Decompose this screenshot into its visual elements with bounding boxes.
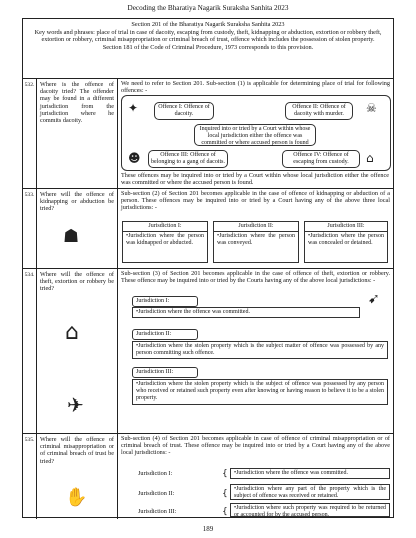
answer-cell: [118, 189, 393, 268]
question-text: Where is the offence of dacoity tried? The offender may be found in a different jurisdiction from the jurisdiction where he commits dacoity.: [37, 79, 118, 188]
jurisdiction-3-title: Jurisdiction III:: [132, 367, 198, 378]
row-number: 535.: [23, 434, 37, 519]
gun-icon: ➹: [368, 291, 380, 307]
answer-lead: Sub-section (4) of Section 201 becomes applicable in case of offence of criminal misappropriation or of criminal breach of trust. These offence may be inquired into or tried by a Court having any of the above local jurisdictions: -: [121, 435, 390, 457]
jurisdiction-3-text: •Jurisdiction where the person was concealed or detained.: [304, 231, 388, 263]
dacoit-gun-icon: ✦: [128, 101, 139, 115]
jurisdiction-1-text: •Jurisdiction where the person was kidnapped or abducted.: [122, 231, 208, 263]
answer-cell: [118, 79, 393, 188]
answer-lead: Sub-section (3) of Section 201 becomes applicable in the case of offence of theft, extortion or robbery. These offence may be inquired into or tried by the Courts having any of the above local jurisdictions: -: [121, 270, 390, 285]
kidnapper-icon: ☗: [63, 226, 80, 247]
jurisdiction-2-text: •Jurisdiction where any part of the property which is the subject of offence was received or retained.: [230, 484, 390, 500]
robber-running-icon: ✈: [67, 393, 84, 417]
running-header: Decoding the Bharatiya Nagarik Suraksha Sanhita 2023: [127, 4, 289, 12]
offence-4-box: Offence IV: Offence of escaping from custody.: [282, 150, 360, 168]
jurisdiction-1-text: •Jurisdiction where the offence was committed.: [230, 468, 390, 479]
jurisdiction-2-title: Jurisdiction II:: [213, 221, 299, 232]
jurisdiction-1-text: •Jurisdiction where the offence was committed.: [132, 307, 360, 318]
answer-cell: [118, 269, 393, 433]
answer-lead: Sub-section (2) of Section 201 becomes applicable in the case of offence of kidnapping or abduction of a person. These offences may be inquired into or tried by a Court having any of the above three local jurisdictions: -: [121, 190, 390, 212]
offence-2-box: Offence II: Offence of dacoity with murder.: [285, 102, 353, 120]
jurisdiction-2-text: •Jurisdiction where the stolen property which is the subject matter of offence was possessed by any person committing such offence.: [132, 341, 388, 359]
question-text: Where will the offence of kidnapping or abduction be tried?: [37, 189, 118, 268]
table-row-532: [23, 79, 393, 189]
answer-cell: [118, 434, 393, 519]
intro-section-title: Section 201 of the Bharatiya Nagarik Suraksha Sanhita 2023: [131, 21, 285, 28]
answer-tail: These offences may be inquired into or tried by a Court within whose local jurisdiction either the offence was committed or where the accused person is found.: [121, 172, 389, 187]
jurisdiction-1-title: Jurisdiction I:: [138, 470, 173, 477]
brace-icon: {: [222, 469, 228, 479]
offence-3-box: Offence III: Offence of belonging to a gang of dacoits.: [148, 150, 228, 168]
murder-figure-icon: ☠: [366, 101, 377, 115]
intro-keywords: Key words and phrases: place of trial in case of dacoity, escaping from custody, theft, kidnapping or abduction, extortion or robbery theft, extortion or robbery, criminal misappropriation or criminal breach of trust, offence which includes the possession of stolen property.: [34, 28, 382, 44]
jurisdiction-3-text: •Jurisdiction where such property was required to be returned or accounted for by the accused person.: [230, 503, 390, 517]
offence-1-box: Offence I: Offence of dacoity.: [154, 102, 214, 120]
table-row-535: [23, 434, 393, 519]
content-table: [22, 18, 394, 518]
jurisdiction-3-title: Jurisdiction III:: [138, 508, 177, 515]
jurisdiction-2-title: Jurisdiction II:: [138, 490, 175, 497]
offence-diagram: [121, 95, 391, 171]
hand-money-icon: ✋: [65, 487, 88, 508]
answer-lead: We need to refer to Section 201. Sub-section (1) is applicable for determining place of trial for following offences: -: [121, 80, 390, 95]
escape-custody-icon: ⌂: [366, 151, 374, 165]
jurisdiction-3-text: •Jurisdiction where the stolen property which is the subject of offence was possessed by any person who received or retained such property even after knowing or having reason to believe it to be a stolen property.: [132, 379, 388, 405]
central-jurisdiction-box: Inquired into or tried by a Court within whose local jurisdiction either the offence was committed or where accused person is found: [194, 124, 316, 146]
jurisdiction-2-text: •Jurisdiction where the person was conveyed.: [213, 231, 299, 263]
page-number: 189: [202, 525, 214, 533]
house-theft-icon: ⌂: [65, 320, 79, 345]
jurisdiction-2-title: Jurisdiction II:: [132, 329, 198, 340]
gang-icon: ☻: [128, 151, 141, 165]
section-intro: [23, 19, 393, 79]
row-number: 533.: [23, 189, 37, 268]
table-row-534: [23, 269, 393, 434]
row-number: 532.: [23, 79, 37, 188]
jurisdiction-1-title: Jurisdiction I:: [132, 296, 198, 307]
brace-icon: {: [222, 489, 228, 499]
brace-icon: {: [222, 507, 228, 517]
question-text: Where will the offence of theft, extortion or robbery be tried?: [37, 269, 118, 433]
question-text: Where will the offence of criminal misappropriation or of criminal breach of trust be tried?: [37, 434, 118, 519]
intro-correspondence: Section 181 of the Code of Criminal Procedure, 1973 corresponds to this provision.: [102, 43, 314, 51]
jurisdiction-3-title: Jurisdiction III:: [304, 221, 388, 232]
jurisdiction-1-title: Jurisdiction I:: [122, 221, 208, 232]
table-row-533: [23, 189, 393, 269]
row-number: 534.: [23, 269, 37, 433]
